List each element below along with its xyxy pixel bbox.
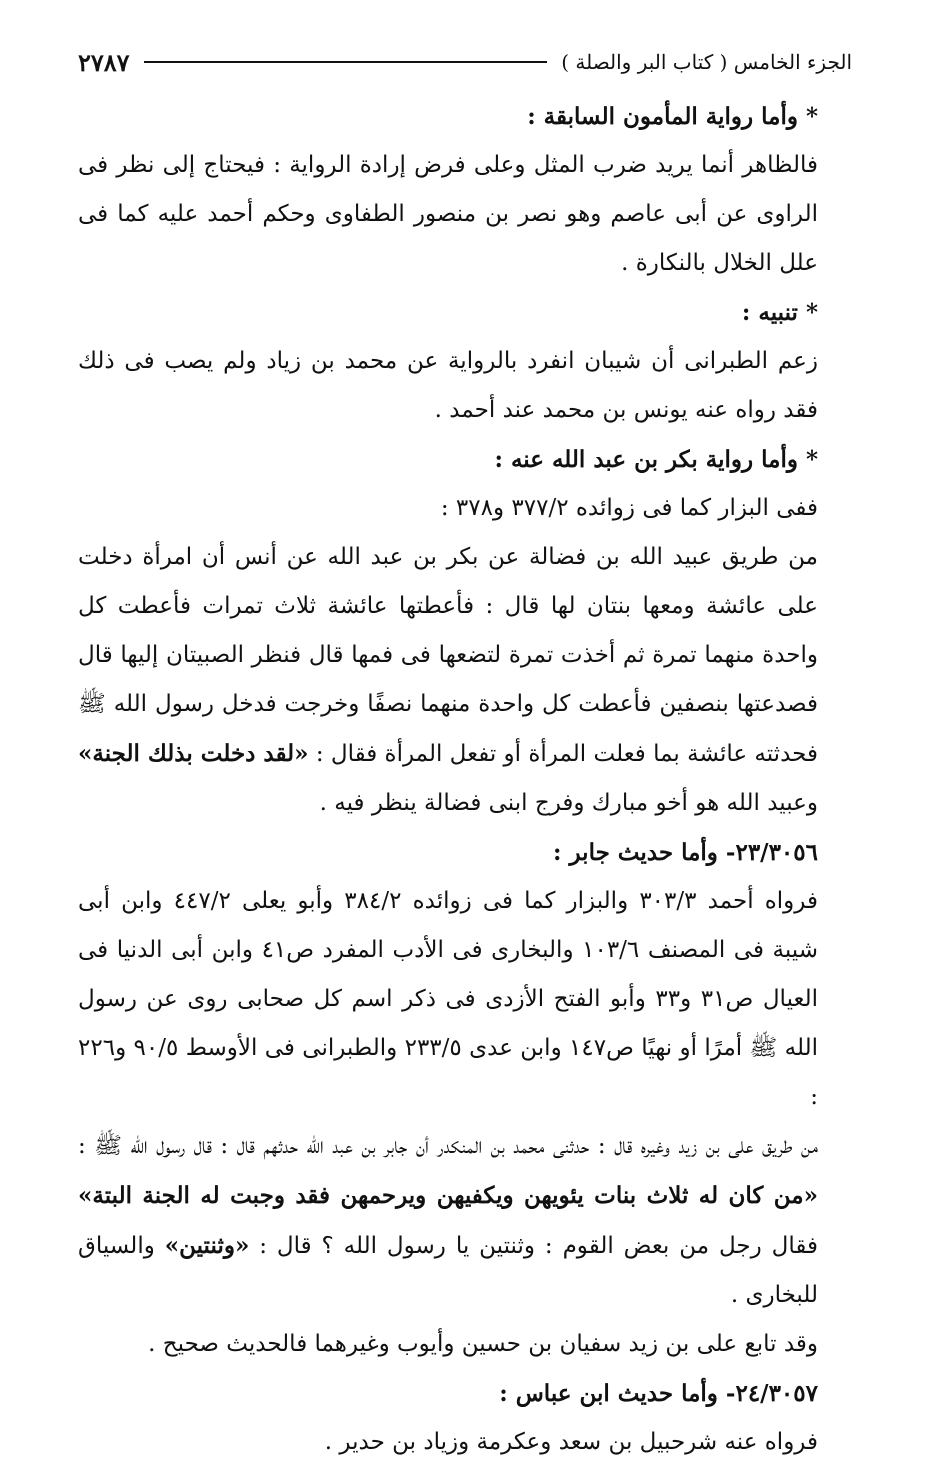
- page-body: [78, 92, 852, 1467]
- section-heading: * وأما رواية بكر بن عبد الله عنه :: [494, 446, 818, 473]
- section-heading: ٢٤/٣٠٥٧- وأما حديث ابن عباس :: [499, 1380, 818, 1407]
- hadith-quote: «لقد دخلت بذلك الجنة»: [77, 740, 309, 767]
- hadith-quote: «من كان له ثلاث بنات يئويهن ويكفيهن ويرحمهن فقد وجبت له الجنة البتة»: [78, 1182, 818, 1209]
- page-header: [78, 42, 852, 82]
- hadith-quote: «وثنتين»: [164, 1232, 250, 1259]
- paragraph: فالظاهر أنما يريد ضرب المثل وعلى فرض إرادة الرواية : فيحتاج إلى نظر فى الراوى عن أبى عاصم وهو نصر بن منصور الطفاوى وحكم أحمد عليه كما فى علل الخلال بالنكارة .: [78, 152, 818, 276]
- section-heading: * وأما رواية المأمون السابقة :: [527, 103, 818, 130]
- hadith-paragraph: [78, 533, 852, 828]
- note-heading: * تنبيه :: [741, 299, 818, 326]
- hadith-text: وعبيد الله هو أخو مبارك وفرج ابنى فضالة ينظر فيه .: [319, 790, 818, 816]
- hadith-text: من طريق عبيد الله بن فضالة عن بكر بن عبد الله عن أنس أن امرأة دخلت على عائشة ومعها بنتان لها قال : فأعطتها عائشة ثلاث تمرات فأعطت كل واحدة منهما تمرة ثم أخذت تمرة لتضعها فى فمها قال فنظر الصبيتان إليها قال فصدعتها بنصفين فأعطت كل واحدة منهما نصفًا وخرجت فدخل رسول الله ﷺ فحدثته عائشة بما فعلت المرأة أو تفعل المرأة فقال :: [78, 544, 818, 767]
- section-heading: ٢٣/٣٠٥٦- وأما حديث جابر :: [552, 839, 818, 866]
- paragraph: ففى البزار كما فى زوائده ٣٧٧/٢ و٣٧٨ :: [440, 495, 818, 521]
- page-number: ٢٧٨٧: [78, 47, 130, 77]
- paragraph: فرواه أحمد ٣٠٣/٣ والبزار كما فى زوائده ٣٨٤/٢ وأبو يعلى ٤٤٧/٢ وابن أبى شيبة فى المصنف ١٠٣/٦ والبخارى فى الأدب المفرد ص٤١ وابن أبى الدنيا فى العيال ص٣١ و٣٣ وأبو الفتح الأزدى فى ذكر اسم كل صحابى روى عن رسول الله ﷺ أمرًا أو نهيًا ص١٤٧ وابن عدى ٢٣٣/٥ والطبرانى فى الأوسط ٩٠/٥ و٢٢٦ :: [78, 888, 819, 1110]
- hadith-text: والسياق للبخارى .: [78, 1233, 818, 1308]
- hadith-paragraph: [78, 1122, 852, 1320]
- paragraph: زعم الطبرانى أن شيبان انفرد بالرواية عن محمد بن زياد ولم يصب فى ذلك فقد رواه عنه يونس بن محمد عند أحمد .: [78, 348, 818, 423]
- paragraph: فرواه عنه شرحبيل بن سعد وعكرمة وزياد بن حدير .: [324, 1429, 818, 1455]
- running-title: الجزء الخامس ( كتاب البر والصلة ): [561, 50, 852, 74]
- hadith-text: من طريق على بن زيد وغيره قال : حدثنى محمد بن المنكدر أن جابر بن عبد الله حدثهم قال : قال رسول الله ﷺ :: [78, 1133, 818, 1159]
- paragraph: وقد تابع على بن زيد سفيان بن حسين وأيوب وغيرهما فالحديث صحيح .: [148, 1331, 818, 1357]
- header-rule: [144, 61, 548, 63]
- hadith-text: فقال رجل من بعض القوم : وثنتين يا رسول الله ؟ قال :: [259, 1233, 818, 1259]
